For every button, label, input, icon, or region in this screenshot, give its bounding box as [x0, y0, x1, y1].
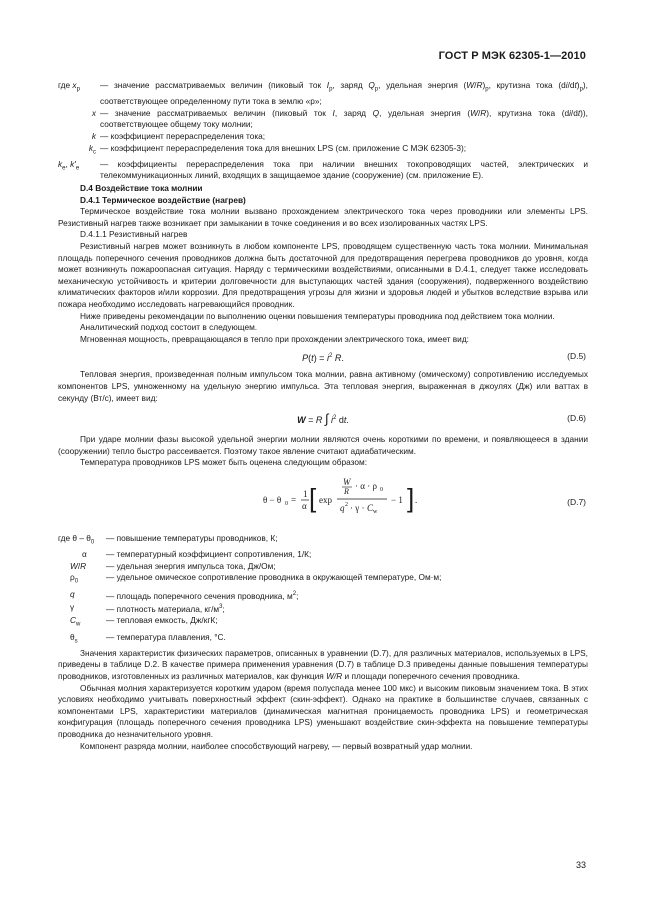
paragraph: Компонент разряда молнии, наиболее способствующий нагреву, — первый возвратный удар молнии.: [80, 740, 473, 751]
legend-desc: — плотность материала, $кг/м^3$;: [106, 603, 225, 614]
legend-desc: — площадь поперечного сечения проводника, $м^2$;: [106, 590, 299, 601]
legend-item: [58, 615, 588, 631]
svg-text:0: 0: [380, 486, 383, 493]
svg-text:1: 1: [303, 488, 308, 499]
legend-desc: — тепловая емкость, Дж/кгК;: [106, 615, 218, 626]
legend-item: [58, 572, 588, 588]
svg-text:q: q: [340, 502, 345, 513]
where-desc: — значение рассматриваемых величин (пиковый ток I, заряд Q, удельная энергия (W/R), крутизна тока (di/dt)), соответствующее общему току молнии;: [100, 107, 588, 130]
legend-symbol: где θ – $\theta_0$: [58, 532, 95, 546]
legend-symbol: α: [82, 549, 87, 560]
legend-symbol: q: [70, 588, 75, 599]
svg-text:=: =: [291, 494, 297, 505]
svg-text:R: R: [344, 486, 349, 496]
where-item: [58, 159, 588, 182]
paragraph: При ударе молнии фазы высокой удельной энергии молнии являются очень короткими по времени, и появляющееся в здании (сооружении) тепло быстро рассеивается. Поэтому такое явление считают адиабатическим.: [58, 434, 588, 456]
where-desc: — коэффициент перераспределения тока;: [100, 131, 266, 142]
where-item: [58, 108, 588, 131]
legend-desc: — температура плавления, °С.: [106, 631, 226, 642]
legend-symbol: $\theta_s$: [70, 631, 78, 645]
where-desc: — коэффициент перераспределения тока для внешних LPS (см. приложение С МЭК 62305-3);: [100, 142, 467, 153]
equation-d5: [58, 345, 588, 369]
svg-text:α: α: [302, 500, 307, 511]
equation-formula: [263, 473, 433, 527]
paragraph: Аналитический подход состоит в следующем.: [80, 322, 258, 333]
heading-d411: D.4.1.1 Резистивный нагрев: [80, 229, 188, 240]
legend-desc: — повышение температуры проводников, К;: [106, 532, 278, 543]
svg-text:0: 0: [285, 500, 288, 507]
svg-text:[: [: [309, 482, 317, 513]
page-number: 33: [575, 860, 586, 870]
equation-number: (D.5): [567, 351, 586, 362]
equation-d6: [58, 404, 588, 434]
where-desc: — коэффициенты перераспределения тока при наличии внешних токопроводящих частей, электрических и телекоммуникационных линий, входящих в защищаемое здание (сооружение) (см. приложение Е).: [100, 158, 588, 181]
legend-desc: — температурный коэффициент сопротивления, 1/К;: [106, 549, 312, 560]
where-symbol: где $x_p$: [58, 80, 80, 93]
equation-formula: W = R ∫ $i^2$ dt.: [297, 411, 349, 427]
paragraph: Тепловая энергия, произведенная полным импульсом тока молнии, равна активному (омическому) сопротивлению исследуемых компонентов LPS, умноженному на удельную энергию импульса. Эта тепловая энергия, выраженная в джоулях (Дж) или ваттах в секунду (Вт/с), имеет вид:: [58, 369, 588, 403]
svg-text:w: w: [373, 508, 378, 515]
paragraph: Обычная молния характеризуется коротким ударом (время полуспада менее 100 мкс) и высоким пиковым значением тока. В этих условиях необходимо учитывать поверхностный эффект (скин-эффект). Однако на практике в большинстве случаев, связанных с компонентами LPS, характеристики материалов (динамическая магнитная проницаемость проводника LPS) и геометрическая конфигурация (площадь поперечного сечения проводника LPS) уменьшают воздействие скин-эффекта на повышение температуры проводника до незначительного уровня.: [58, 682, 588, 739]
heading-d4: D.4 Воздействие тока молнии: [80, 183, 203, 194]
svg-text:· α · ρ: · α · ρ: [355, 480, 377, 491]
where-item: [58, 131, 588, 143]
svg-text:− 1: − 1: [391, 494, 403, 505]
legend-symbol: W/R: [70, 560, 87, 571]
svg-text:C: C: [367, 502, 374, 513]
legend-item: [58, 589, 588, 602]
equation-formula: $P(t) = i^2$ R.: [302, 353, 344, 364]
page-content: [58, 80, 588, 752]
svg-text:θ − θ: θ − θ: [263, 494, 282, 505]
equation-d7: [58, 473, 588, 527]
legend-item: [58, 533, 588, 549]
svg-text:.: .: [415, 494, 418, 505]
where-item: [58, 143, 588, 159]
svg-text:W: W: [343, 476, 351, 487]
legend-item: [58, 549, 588, 561]
equation-number: (D.7): [567, 496, 586, 507]
legend-item: [58, 602, 588, 615]
where-symbol: $k_e$, $k'_e$: [58, 158, 80, 172]
legend-desc: — удельное омическое сопротивление проводника в окружающей температуре, Ом·м;: [106, 572, 442, 583]
legend-symbol: $C_w$: [70, 615, 81, 628]
legend-desc: — удельная энергия импульса тока, Дж/Ом;: [106, 560, 276, 571]
where-item: [58, 80, 588, 108]
paragraph: Ниже приведены рекомендации по выполнению оценки повышения температуры проводника под действием тока молнии.: [80, 310, 555, 321]
legend-item: [58, 632, 588, 648]
where-symbol: x: [91, 107, 96, 118]
legend-symbol: $\rho_0$: [70, 572, 79, 586]
equation-number: (D.6): [567, 413, 586, 424]
paragraph: Значения характеристик физических параметров, описанных в уравнении (D.7), для различных материалов, используемых в LPS, приведены в таблице D.2. В качестве примера применения уравнения (D.7) в таблице D.3 приведены данные повышения температуры проводников, изготовленных из различных материалов, как функция W/R и площади поперечного сечения проводника.: [58, 647, 588, 682]
svg-text:]: ]: [407, 482, 415, 513]
symbol-legend: [58, 533, 588, 648]
legend-item: [58, 561, 588, 573]
svg-text:2: 2: [345, 501, 348, 508]
paragraph: Мгновенная мощность, превращающаяся в тепло при прохождении электрического тока, имеет вид:: [80, 333, 469, 344]
svg-text:· γ ·: · γ ·: [350, 502, 365, 513]
legend-symbol: γ: [70, 601, 75, 612]
where-symbol: $k_c$: [88, 142, 96, 156]
paragraph: Температура проводников LPS может быть оценена следующим образом:: [80, 457, 368, 468]
svg-text:exp: exp: [319, 494, 332, 505]
paragraph: Резистивный нагрев может возникнуть в любом компоненте LPS, проводящем существенную часть тока молнии. Минимальная площадь поперечного сечения проводников должна быть достаточной для предотвращения перегрева проводников до уровня, когда может возникнуть пожароопасная ситуация. Наряду с термическими воздействиями, описанными в D.4.1, следует также исследовать механическую устойчивость и критерии долговечности для выступающих частей здания (сооружения), подверженного воздействию климатических факторов и/или коррозии. Для предотвращения угрозы для жизни и здоровья людей и убытков вследствие взрыва или пожара необходимо исследовать нагревающийся проводник.: [58, 241, 588, 309]
where-desc: — значение рассматриваемых величин (пиковый ток $I_p$, заряд $Q_p$, удельная энергия $(W/R)_p$, крутизна тока $(di/dt)_p$), соответствующее определенному пути тока в землю «p»;: [100, 80, 588, 107]
paragraph: Термическое воздействие тока молнии вызвано прохождением электрического тока через проводники или элементы LPS. Резистивный нагрев также возникает при замыкании в точке соединения и во всех изолированных частях LPS.: [58, 206, 588, 228]
heading-d41: D.4.1 Термическое воздействие (нагрев): [80, 194, 246, 205]
where-symbol: k: [91, 131, 96, 142]
document-header: ГОСТ Р МЭК 62305-1—2010: [438, 50, 586, 62]
